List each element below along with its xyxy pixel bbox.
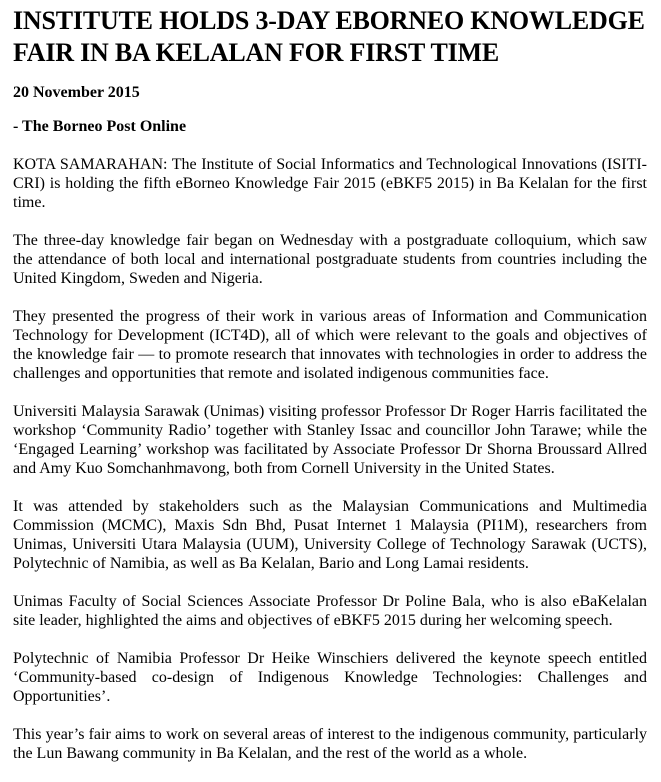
paragraph: Unimas Faculty of Social Sciences Associate Professor Dr Poline Bala, who is also eBaKelalan site leader, highlighted the aims and objectives of eBKF5 2015 during her welcoming speech.: [13, 593, 647, 629]
paragraph: KOTA SAMARAHAN: The Institute of Social Informatics and Technological Innovations (ISITI-CRI) is holding the fifth eBorneo Knowledge Fair 2015 (eBKF5 2015) in Ba Kelalan for the first time.: [13, 156, 647, 211]
article-source: - The Borneo Post Online: [13, 118, 187, 135]
paragraph: It was attended by stakeholders such as the Malaysian Communications and Multimedia Commission (MCMC), Maxis Sdn Bhd, Pusat Internet 1 Malaysia (PI1M), researchers from Unimas, Universiti Utara Malaysia (UUM), University College of Technology Sarawak (UCTS), Polytechnic of Namibia, as well as Ba Kelalan, Bario and Long Lamai residents.: [13, 498, 647, 572]
article-title: INSTITUTE HOLDS 3-DAY EBORNEO KNOWLEDGE FAIR IN BA KELALAN FOR FIRST TIME: [13, 6, 645, 67]
article: [13, 5, 647, 782]
paragraph: The three-day knowledge fair began on Wednesday with a postgraduate colloquium, which saw the attendance of both local and international postgraduate students from countries including the United Kingdom, Sweden and Nigeria.: [13, 232, 647, 287]
paragraph: This year’s fair aims to work on several areas of interest to the indigenous community, particularly the Lun Bawang community in Ba Kelalan, and the rest of the world as a whole.: [13, 726, 647, 762]
paragraph: They presented the progress of their work in various areas of Information and Communication Technology for Development (ICT4D), all of which were relevant to the goals and objectives of the knowledge fair — to promote research that innovates with technologies in order to address the challenges and opportunities that remote and isolated indigenous communities face.: [13, 308, 647, 382]
article-date: 20 November 2015: [13, 84, 140, 101]
paragraph: Universiti Malaysia Sarawak (Unimas) visiting professor Professor Dr Roger Harris facilitated the workshop ‘Community Radio’ together with Stanley Issac and councillor John Tarawe; while the ‘Engaged Learning’ workshop was facilitated by Associate Professor Dr Shorna Broussard Allred and Amy Kuo Somchanhmavong, both from Cornell University in the United States.: [13, 403, 647, 477]
paragraph: Polytechnic of Namibia Professor Dr Heike Winschiers delivered the keynote speech entitled ‘Community-based co-design of Indigenous Knowledge Technologies: Challenges and Opportunities’.: [13, 650, 647, 705]
